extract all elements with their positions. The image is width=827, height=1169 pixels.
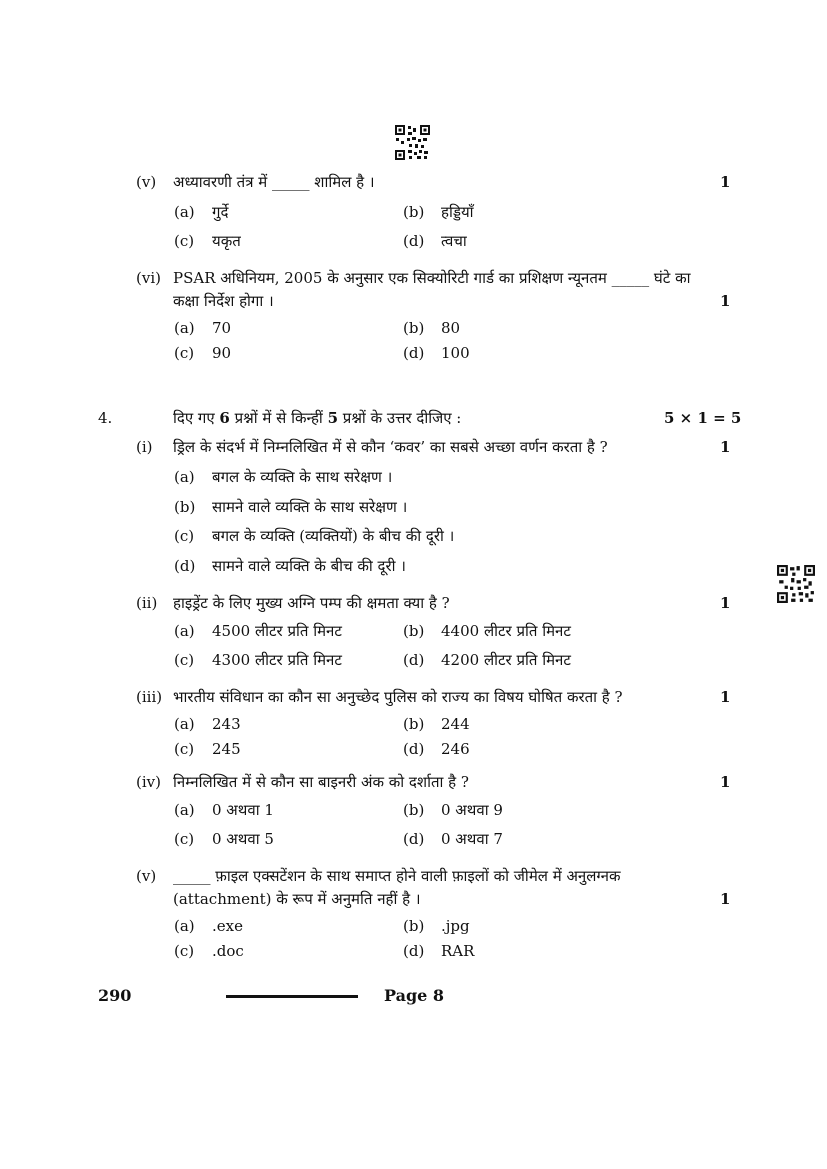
option-text: 80 (441, 319, 461, 337)
question-number: (ii) (136, 594, 158, 612)
option-label: (a) (174, 917, 195, 935)
option-text: 246 (441, 740, 470, 758)
instruction-part: प्रश्नों के उत्तर दीजिए : (338, 409, 462, 427)
total-marks: 5 × 1 = 5 (664, 409, 742, 427)
option-text: 90 (212, 344, 232, 362)
option-text: त्वचा (441, 232, 467, 250)
option-label: (b) (403, 917, 425, 935)
option-label: (b) (403, 801, 425, 819)
option-label: (c) (174, 740, 195, 758)
question-marks: 1 (720, 292, 731, 310)
option-text: 243 (212, 715, 241, 733)
option-text: 0 अथवा 9 (441, 801, 503, 819)
option-text: बगल के व्यक्ति (व्यक्तियों) के बीच की दूरी । (212, 527, 455, 545)
question-number: 4. (98, 409, 113, 427)
question-instruction (173, 408, 461, 428)
page-number: Page 8 (384, 986, 445, 1005)
option-label: (d) (403, 830, 425, 848)
option-label: (b) (403, 715, 425, 733)
question-text-line2: (attachment) के रूप में अनुमति नहीं है । (173, 890, 421, 908)
option-text: .jpg (441, 917, 470, 935)
option-text: 244 (441, 715, 470, 733)
question-text: अध्यावरणी तंत्र में _____ शामिल है । (173, 173, 375, 191)
option-label: (c) (174, 527, 195, 545)
option-text: 0 अथवा 1 (212, 801, 274, 819)
option-label: (b) (403, 203, 425, 221)
qr-code-top (395, 125, 430, 160)
option-text: 4300 लीटर प्रति मिनट (212, 651, 342, 669)
question-marks: 1 (720, 773, 731, 791)
question-marks: 1 (720, 173, 731, 191)
option-label: (d) (403, 740, 425, 758)
option-label: (b) (403, 622, 425, 640)
option-text: यकृत (212, 232, 241, 250)
question-text: हाइड्रेंट के लिए मुख्य अग्नि पम्प की क्षमता क्या है ? (173, 594, 450, 612)
question-text: भारतीय संविधान का कौन सा अनुच्छेद पुलिस को राज्य का विषय घोषित करता है ? (173, 688, 623, 706)
footer-rule (226, 995, 358, 998)
question-text-line1: _____ फ़ाइल एक्सटेंशन के साथ समाप्त होने वाली फ़ाइलों को जीमेल में अनुलग्नक (173, 867, 621, 885)
qr-code-side (777, 565, 815, 603)
option-text: 0 अथवा 7 (441, 830, 503, 848)
option-text: .doc (212, 942, 244, 960)
option-text: 245 (212, 740, 241, 758)
question-text-line2: कक्षा निर्देश होगा । (173, 292, 274, 310)
question-text: ड्रिल के संदर्भ में निम्नलिखित में से कौन ‘कवर’ का सबसे अच्छा वर्णन करता है ? (173, 438, 608, 456)
option-text: 0 अथवा 5 (212, 830, 274, 848)
option-label: (a) (174, 203, 195, 221)
option-label: (a) (174, 622, 195, 640)
question-number: (v) (136, 867, 157, 885)
question-marks: 1 (720, 688, 731, 706)
question-text: निम्नलिखित में से कौन सा बाइनरी अंक को दर्शाता है ? (173, 773, 469, 791)
instruction-count: 6 (219, 409, 230, 427)
option-label: (a) (174, 801, 195, 819)
option-label: (a) (174, 468, 195, 486)
question-number: (iii) (136, 688, 163, 706)
paper-code: 290 (98, 986, 132, 1005)
instruction-part: प्रश्नों में से किन्हीं (229, 409, 328, 427)
question-number: (iv) (136, 773, 161, 791)
option-label: (d) (403, 344, 425, 362)
option-text: 4500 लीटर प्रति मिनट (212, 622, 342, 640)
question-number: (i) (136, 438, 153, 456)
option-text: हड्डियाँ (441, 203, 474, 221)
option-label: (b) (403, 319, 425, 337)
option-label: (b) (174, 498, 196, 516)
question-marks: 1 (720, 594, 731, 612)
option-label: (a) (174, 715, 195, 733)
question-marks: 1 (720, 438, 731, 456)
option-label: (d) (174, 557, 196, 575)
option-label: (a) (174, 319, 195, 337)
option-text: .exe (212, 917, 243, 935)
option-text: सामने वाले व्यक्ति के साथ सरेक्षण । (212, 498, 408, 516)
option-label: (c) (174, 651, 195, 669)
question-number: (vi) (136, 269, 161, 287)
option-label: (c) (174, 942, 195, 960)
option-text: सामने वाले व्यक्ति के बीच की दूरी । (212, 557, 406, 575)
option-label: (d) (403, 651, 425, 669)
option-text: 70 (212, 319, 232, 337)
option-label: (c) (174, 232, 195, 250)
option-label: (c) (174, 344, 195, 362)
question-marks: 1 (720, 890, 731, 908)
question-number: (v) (136, 173, 157, 191)
option-text: बगल के व्यक्ति के साथ सरेक्षण । (212, 468, 393, 486)
option-text: 100 (441, 344, 470, 362)
instruction-part: दिए गए (173, 409, 220, 427)
question-text-line1: PSAR अधिनियम, 2005 के अनुसार एक सिक्योरिटी गार्ड का प्रशिक्षण न्यूनतम _____ घंटे का (173, 269, 691, 287)
instruction-count: 5 (327, 409, 339, 427)
option-label: (d) (403, 232, 425, 250)
option-text: गुर्दे (212, 203, 229, 221)
option-label: (c) (174, 830, 195, 848)
option-label: (d) (403, 942, 425, 960)
option-text: 4200 लीटर प्रति मिनट (441, 651, 571, 669)
option-text: RAR (441, 942, 475, 960)
option-text: 4400 लीटर प्रति मिनट (441, 622, 571, 640)
